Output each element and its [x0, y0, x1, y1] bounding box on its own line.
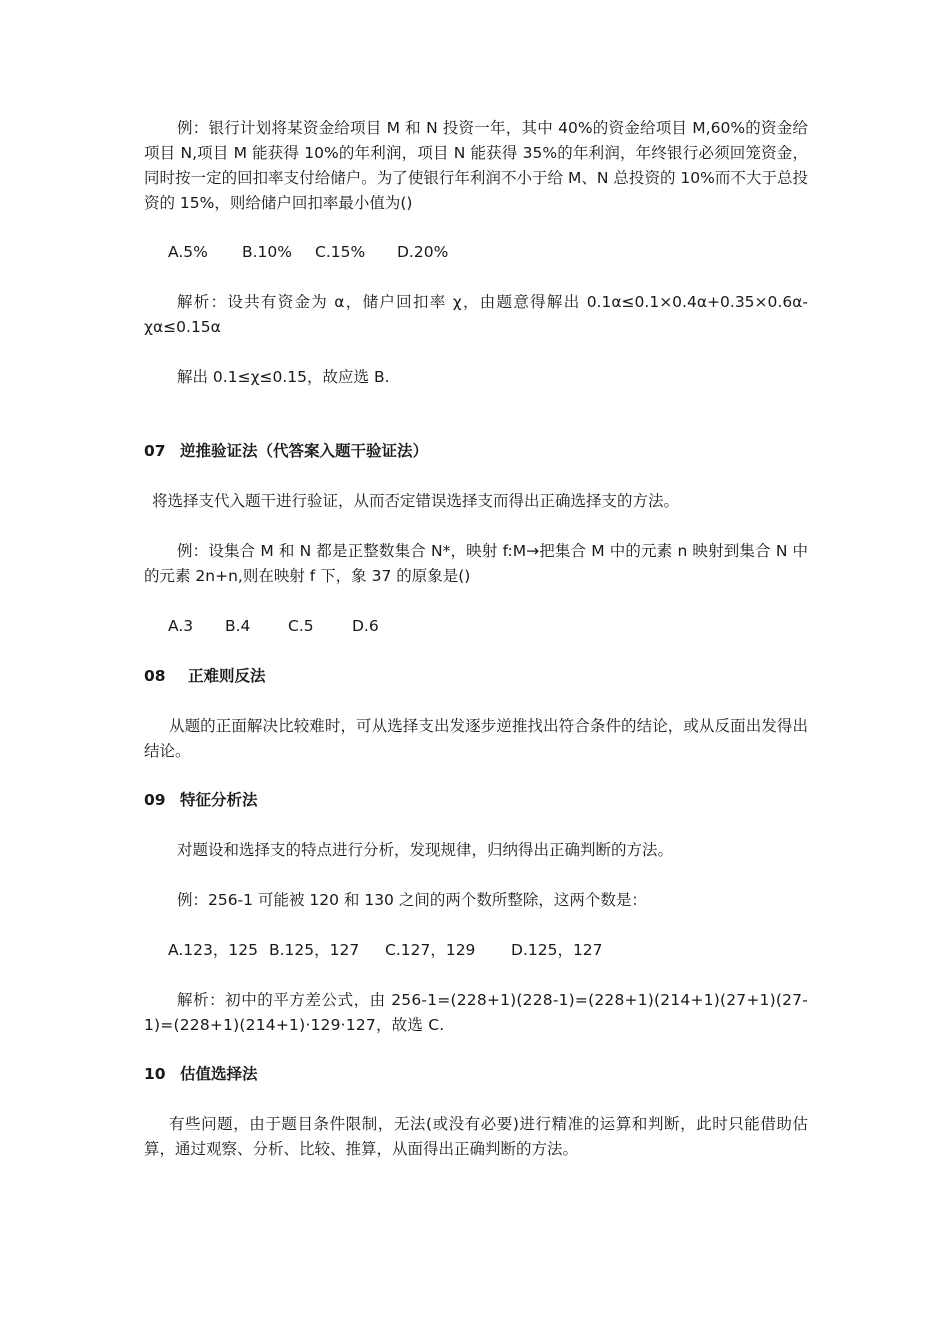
option-c: C.5 — [288, 617, 314, 635]
section-07-description: 将选择支代入题干进行验证，从而否定错误选择支而得出正确选择支的方法。 — [152, 492, 680, 510]
section-title: 正难则反法 — [188, 667, 266, 685]
section-title: 估值选择法 — [180, 1065, 258, 1083]
option-b: B.4 — [225, 617, 251, 635]
example-2-options — [168, 614, 379, 639]
example-1-analysis: 解析：设共有资金为 α，储户回扣率 χ，由题意得解出 0.1α≤0.1×0.4α+0.35×0.6α-χα≤0.15α — [144, 293, 808, 336]
option-d: D.6 — [352, 617, 379, 635]
section-08-description: 从题的正面解决比较难时，可从选择支出发逐步逆推找出符合条件的结论，或从反面出发得出结论。 — [144, 717, 808, 760]
example-3-options — [168, 938, 603, 963]
section-09-description: 对题设和选择支的特点进行分析，发现规律，归纳得出正确判断的方法。 — [177, 841, 674, 859]
option-b: B.10% — [242, 243, 293, 261]
option-c: C.127，129 — [385, 941, 476, 959]
section-10-description: 有些问题，由于题目条件限制，无法(或没有必要)进行精准的运算和判断，此时只能借助估算，通过观察、分析、比较、推算，从面得出正确判断的方法。 — [144, 1115, 808, 1158]
option-a: A.3 — [168, 617, 194, 635]
section-heading-08 — [144, 664, 266, 689]
section-heading-10 — [144, 1062, 258, 1087]
example-1-options — [168, 240, 448, 265]
section-number: 08 — [144, 667, 166, 685]
section-number: 09 — [144, 791, 166, 809]
option-d: D.20% — [397, 243, 449, 261]
example-1-answer: 解出 0.1≤χ≤0.15，故应选 B. — [177, 368, 390, 386]
example-1-question: 例：银行计划将某资金给项目 M 和 N 投资一年，其中 40%的资金给项目 M,60%的资金给项目 N,项目 M 能获得 10%的年利润，项目 N 能获得 35%的年利润，年终银行必须回笼资金，同时按一定的回扣率支付给储户。为了使银行年利润不小于给 M、N 总投资的 10%而不大于总投资的 15%，则给储户回扣率最小值为() — [144, 119, 808, 212]
section-heading-09 — [144, 788, 258, 813]
section-heading-07 — [144, 439, 428, 464]
option-a: A.5% — [168, 243, 208, 261]
option-b: B.125，127 — [269, 941, 360, 959]
option-a: A.123，125 — [168, 941, 258, 959]
example-3-analysis: 解析：初中的平方差公式，由 256-1=(228+1)(228-1)=(228+1)(214+1)(27+1)(27-1)=(228+1)(214+1)·129·127，故选 C. — [144, 991, 808, 1034]
example-3-question: 例：256-1 可能被 120 和 130 之间的两个数所整除，这两个数是： — [177, 891, 647, 909]
section-title: 逆推验证法（代答案入题干验证法） — [180, 442, 429, 460]
section-title: 特征分析法 — [180, 791, 258, 809]
section-number: 07 — [144, 442, 166, 460]
option-d: D.125，127 — [511, 941, 603, 959]
example-2-question: 例：设集合 M 和 N 都是正整数集合 N*，映射 f:M→把集合 M 中的元素 n 映射到集合 N 中的元素 2n+n,则在映射 f 下，象 37 的原象是() — [144, 542, 808, 585]
section-number: 10 — [144, 1065, 166, 1083]
option-c: C.15% — [315, 243, 366, 261]
